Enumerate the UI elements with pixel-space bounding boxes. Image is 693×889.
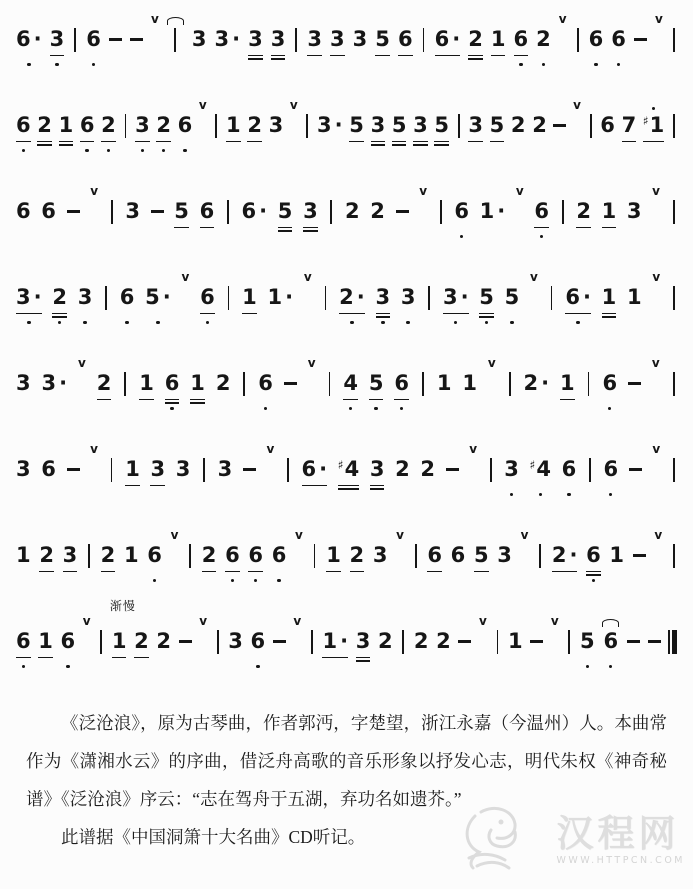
note-token: 6 (611, 10, 626, 69)
duration-dash (648, 612, 661, 671)
duration-dash (67, 440, 80, 499)
breath-mark: v (652, 184, 660, 198)
note-token: 3 (352, 27, 368, 51)
barline (456, 96, 462, 155)
note-token: 3 · (214, 27, 241, 51)
notes-section (0, 698, 693, 856)
note-token: 3 (248, 10, 263, 69)
barline (426, 268, 432, 327)
breath-mark: v (469, 442, 478, 456)
breath-mark: v (199, 614, 208, 628)
note-token: 1 (462, 371, 477, 395)
music-line (0, 440, 693, 499)
barline (671, 354, 677, 413)
note-token: 1 (560, 354, 575, 413)
note-token: 1 (627, 285, 642, 309)
duration-dash (273, 612, 286, 671)
note-token: 6 (16, 612, 31, 671)
note-token: 2 (134, 612, 149, 671)
note-token: 3 (370, 440, 385, 499)
barline (187, 526, 193, 585)
note-token: 2 (350, 526, 365, 585)
note-token: 1 · (322, 612, 348, 671)
note-token: 3 (63, 526, 78, 585)
note-token: 2 (247, 96, 262, 155)
note-token: 1 · (479, 199, 506, 223)
barline (213, 96, 219, 155)
note-token: 5 (474, 526, 489, 585)
breath-mark: v (198, 98, 207, 112)
duration-dash (458, 612, 471, 671)
note-token: 2 (436, 629, 451, 653)
breath-mark: v (295, 528, 303, 542)
note-token: 6 (534, 182, 549, 241)
duration-dash (446, 440, 459, 499)
breath-mark: v (396, 528, 404, 542)
breath-mark: v (181, 270, 190, 284)
barline (326, 354, 332, 413)
note-token: 5 (490, 96, 505, 155)
note-token: 5 (375, 10, 390, 69)
note-token: 3 (150, 440, 165, 499)
duration-dash (553, 96, 566, 155)
note-token: 2 (97, 354, 112, 413)
barline (225, 268, 231, 327)
note-token: 7 (622, 96, 637, 155)
barline (98, 612, 104, 671)
note-token: 3 (16, 457, 31, 481)
note-token: 2 (370, 199, 385, 223)
duration-dash (130, 10, 143, 69)
note-token: 6 (16, 199, 31, 223)
note-token: 1 (491, 10, 506, 69)
note-token: 3 (307, 10, 322, 69)
barline (241, 354, 247, 413)
note-token: 3 (626, 199, 642, 223)
note-token: 2 (395, 457, 410, 481)
note-token: 6 (248, 526, 263, 585)
final-barline (668, 612, 677, 671)
music-line (0, 268, 693, 327)
note-token: 1 (123, 543, 139, 567)
note-token: 6 (602, 354, 617, 413)
breath-mark: v (90, 184, 99, 198)
barline (537, 526, 543, 585)
breath-mark: v (530, 270, 538, 284)
note-token: 5 (479, 268, 494, 327)
breath-mark: v (651, 356, 660, 370)
note-token: 2 (532, 113, 547, 137)
breath-mark: v (293, 614, 302, 628)
note-token: 渐慢 1 (112, 612, 127, 671)
breath-mark: v (550, 614, 559, 628)
note-token: 6 (258, 354, 273, 413)
music-line (0, 182, 693, 241)
note-token: 6 (454, 182, 469, 241)
note-token: 1 · (267, 285, 294, 309)
note-token: 6 (586, 526, 601, 585)
note-token: 1 (436, 371, 452, 395)
barline (312, 526, 318, 585)
note-token: 3 (228, 629, 243, 653)
note-token: 2 (576, 182, 591, 241)
note-token: 1 (59, 96, 74, 155)
note-token: 5 (349, 96, 364, 155)
barline (488, 440, 494, 499)
music-line (0, 10, 693, 69)
note-token: 6 (251, 612, 266, 671)
barline (103, 268, 109, 327)
note-token: 6 (61, 612, 76, 671)
notes-paragraph: 《泛沧浪》，原为古琴曲，作者郭沔，字楚望，浙江永嘉（今温州）人。本曲常作为《潇湘水云》的序曲，借泛舟高歌的音乐形象以抒发心志，明代朱权《神奇秘谱》《泛沧浪》序云：“志在驾舟于五湖，弃功名如遗芥。” (26, 713, 667, 809)
breath-mark: v (652, 270, 661, 284)
breath-mark: v (520, 528, 529, 542)
note-token: ♯ 4 (530, 440, 551, 499)
music-line (0, 526, 693, 585)
barline (167, 10, 184, 69)
note-token: 6 (427, 526, 442, 585)
note-token: 2 (101, 526, 116, 585)
duration-dash (396, 182, 409, 241)
breath-mark: v (170, 528, 179, 542)
note-token: 5 (434, 96, 449, 155)
note-token: 6 (514, 10, 529, 69)
barline (109, 182, 115, 241)
duration-dash (627, 612, 640, 671)
duration-dash (243, 440, 256, 499)
note-token: 2 (156, 629, 171, 653)
note-token: 2 (510, 113, 526, 137)
note-token: 6 · (241, 199, 268, 223)
note-token: 6 · (302, 440, 328, 499)
note-token: 1 (326, 526, 341, 585)
duration-dash (67, 182, 80, 241)
note-token: 1 (16, 543, 31, 567)
barline (438, 182, 444, 241)
music-line (0, 599, 693, 671)
note-token: 6 (200, 182, 215, 241)
note-token: 6 (225, 526, 240, 585)
note-token: 5 (174, 182, 189, 241)
note-token: 6 (86, 10, 101, 69)
note-token: 1 (602, 182, 617, 241)
breath-mark: v (654, 528, 663, 542)
note-token: 2 · (339, 268, 365, 327)
note-token: ♯ 4 (338, 440, 359, 499)
barline (322, 268, 328, 327)
note-token: 2 (52, 268, 67, 327)
barline (122, 96, 128, 155)
breath-mark: v (82, 614, 91, 628)
note-token: 5 (278, 182, 293, 241)
note-token: 3 (356, 612, 371, 671)
note-token: ♯ 1 (643, 96, 664, 155)
watermark-site-url: WWW.HTTPCN.COM (556, 854, 685, 866)
note-token: 6 (602, 612, 619, 671)
barline (671, 440, 677, 499)
barline (560, 182, 566, 241)
note-token: 5 · (145, 268, 171, 327)
note-token: 2 (202, 526, 217, 585)
barline (72, 10, 78, 69)
note-token: 3 (135, 96, 150, 155)
barline (328, 182, 334, 241)
breath-mark: v (558, 12, 567, 26)
duration-dash (284, 354, 297, 413)
breath-mark: v (266, 442, 275, 456)
tempo-marking: 渐慢 (109, 599, 136, 613)
barline (413, 526, 419, 585)
note-token: 3 (330, 10, 345, 69)
note-token: 2 (37, 96, 52, 155)
note-token: 1 (609, 543, 625, 567)
barline (109, 440, 115, 499)
barline (507, 354, 513, 413)
note-token: 6 (16, 96, 31, 155)
breath-mark: v (515, 184, 524, 198)
note-token: 3 (497, 543, 512, 567)
note-token: 3 (504, 440, 519, 499)
note-token: 6 (165, 354, 180, 413)
duration-dash (629, 440, 642, 499)
barline (566, 612, 572, 671)
note-token: 5 (369, 354, 384, 413)
barline (494, 612, 500, 671)
note-token: 2 (420, 457, 435, 481)
barline (86, 526, 92, 585)
note-token: 6 (603, 440, 618, 499)
note-token: 4 (343, 354, 358, 413)
barline (309, 612, 315, 671)
note-token: 6 (450, 543, 466, 567)
note-token: 1 (226, 96, 241, 155)
note-token: 2 · (523, 371, 550, 395)
barline (549, 268, 555, 327)
note-token: 5 (580, 612, 595, 671)
barline (588, 96, 594, 155)
note-token: 2 · (552, 526, 578, 585)
duration-dash (179, 612, 192, 671)
note-token: 5 (392, 96, 407, 155)
breath-mark: v (573, 98, 581, 112)
note-token: 3 (175, 457, 191, 481)
note-token: 3 (371, 96, 386, 155)
barline (586, 354, 592, 413)
barline (201, 440, 207, 499)
note-token: 6 (394, 354, 409, 413)
note-token: 3 · (16, 268, 42, 327)
breath-mark: v (90, 442, 98, 456)
source-note: 此谱据《中国洞箫十大名曲》CD听记。 (61, 827, 366, 847)
barline (671, 268, 677, 327)
note-token: 3 (191, 27, 207, 51)
note-token: 6 (398, 10, 413, 69)
music-line (0, 354, 693, 413)
breath-mark: v (654, 12, 663, 26)
note-token: 3 (271, 10, 286, 69)
barline (225, 182, 231, 241)
breath-mark: v (78, 356, 86, 370)
note-token: 6 · (435, 10, 461, 69)
note-token: 2 (101, 96, 116, 155)
duration-dash (628, 354, 641, 413)
note-token: 3 (50, 10, 65, 69)
note-token: 3 (125, 199, 140, 223)
note-token: 5 (505, 268, 520, 327)
breath-mark: v (150, 12, 159, 26)
barline (122, 354, 128, 413)
barline (671, 182, 677, 241)
music-line (0, 96, 693, 155)
barline (575, 10, 581, 69)
note-token: 2 (468, 10, 483, 69)
note-token: 6 (120, 268, 135, 327)
barline (293, 10, 299, 69)
note-token: 3 (376, 268, 391, 327)
barline (420, 354, 426, 413)
barline (421, 10, 427, 69)
barline (671, 526, 677, 585)
barline (671, 10, 677, 69)
breath-mark: v (289, 98, 298, 112)
breath-mark: v (419, 184, 428, 198)
breath-mark: v (307, 356, 316, 370)
note-token: 3 (401, 268, 416, 327)
note-token: 6 (562, 440, 577, 499)
note-token: 6 (41, 457, 56, 481)
note-token: 6 (178, 96, 193, 155)
breath-mark: v (487, 356, 496, 370)
note-token: 6 (272, 526, 287, 585)
note-token: 1 (242, 268, 257, 327)
note-token: 3 (468, 96, 483, 155)
note-token: 1 (190, 354, 205, 413)
note-token: 2 (39, 526, 54, 585)
duration-dash (530, 612, 543, 671)
note-token: 6 (589, 10, 604, 69)
duration-dash (633, 526, 646, 585)
note-token: 1 (125, 440, 140, 499)
note-token: 3 (413, 96, 428, 155)
note-token: 3 · (317, 113, 343, 137)
note-token: 1 (38, 612, 53, 671)
note-token: 6 (80, 96, 95, 155)
note-token: 6 · (16, 10, 42, 69)
barline (215, 612, 221, 671)
note-token: 2 (215, 371, 231, 395)
note-token: 3 (78, 268, 93, 327)
note-token: 2 (345, 199, 360, 223)
duration-dash (109, 10, 122, 69)
note-token: 6 (147, 526, 162, 585)
note-token: 2 (377, 629, 393, 653)
note-token: 3 (303, 182, 318, 241)
note-token: 3 · (443, 268, 469, 327)
note-token: 3 (217, 457, 233, 481)
note-token: 3 (372, 543, 388, 567)
note-token: 1 (139, 354, 154, 413)
barline (400, 612, 406, 671)
note-token: 6 (200, 268, 215, 327)
breath-mark: v (303, 270, 312, 284)
note-token: 1 (602, 268, 617, 327)
note-token: 3 (268, 113, 284, 137)
note-token: 1 (508, 629, 523, 653)
barline (587, 440, 593, 499)
barline (304, 96, 310, 155)
note-token: 3 (16, 371, 31, 395)
watermark-site-name: 汉程网 (556, 813, 680, 855)
breath-mark: v (478, 614, 487, 628)
note-token: 2 (156, 96, 171, 155)
duration-dash (634, 10, 647, 69)
note-token: 2 (413, 629, 429, 653)
barline (671, 96, 677, 155)
note-token: 6 (600, 113, 615, 137)
note-token: 6 · (565, 268, 591, 327)
note-token: 6 (41, 199, 56, 223)
note-token: 3 · (41, 371, 68, 395)
barline (285, 440, 291, 499)
duration-dash (151, 182, 164, 241)
note-token: 2 (536, 10, 551, 69)
breath-mark: v (652, 442, 661, 456)
